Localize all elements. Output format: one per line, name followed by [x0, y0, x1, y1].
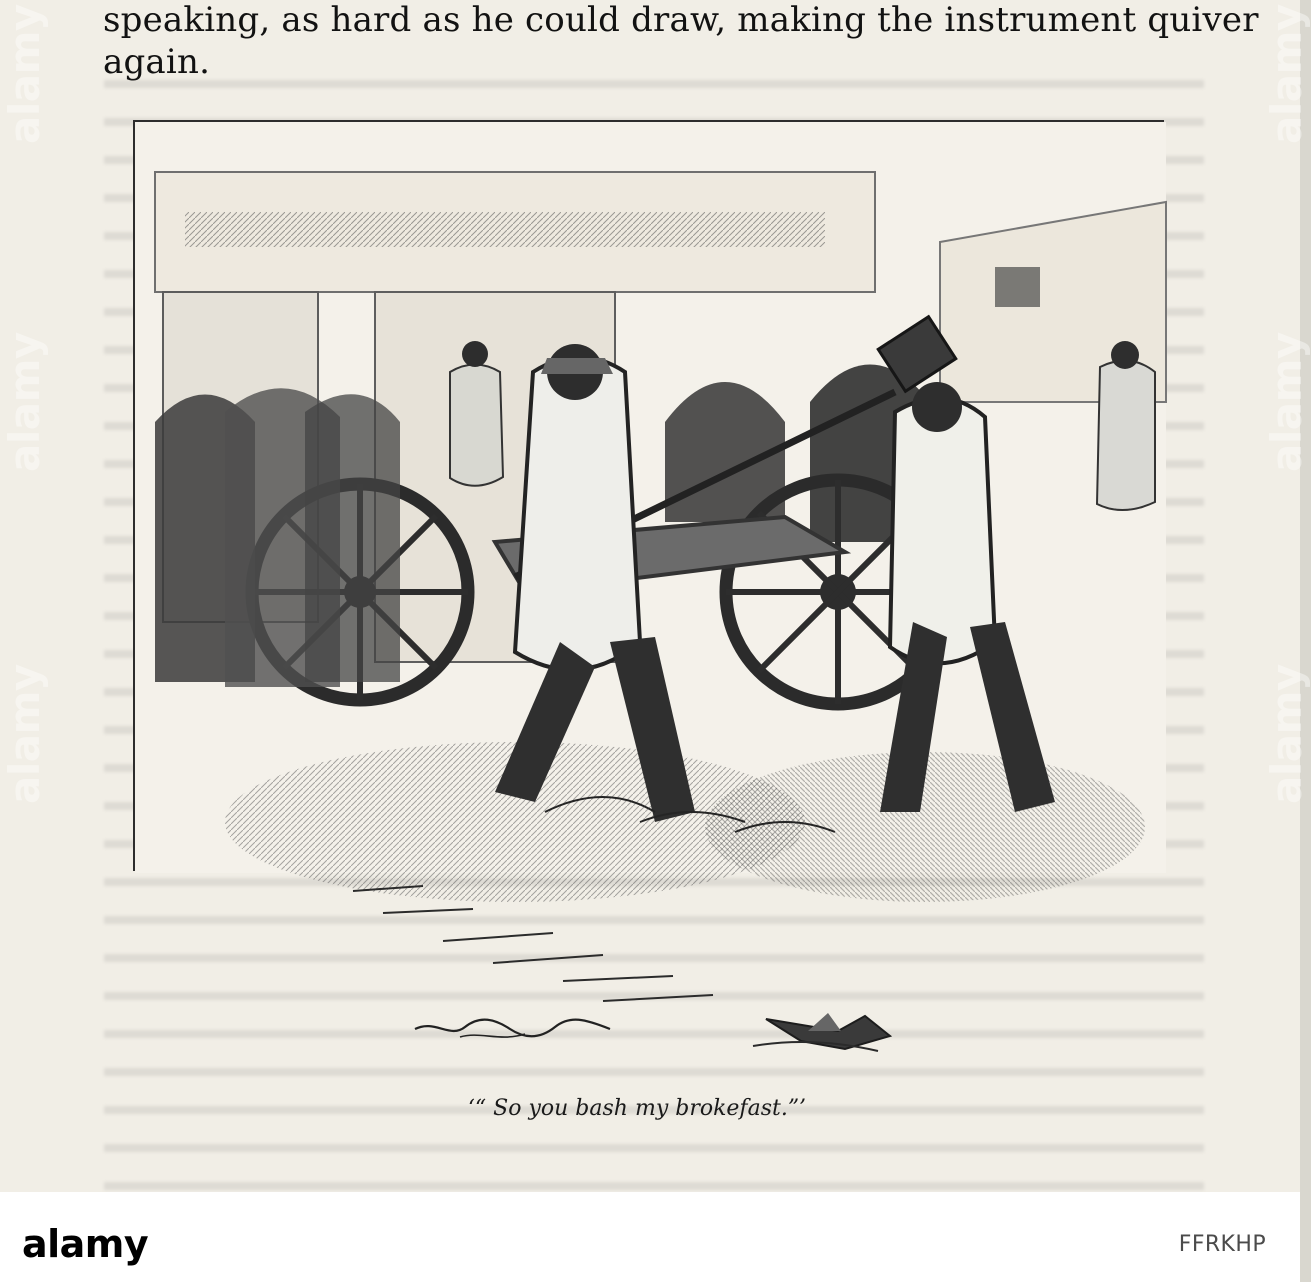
alamy-watermark-logo: alamy: [1262, 664, 1311, 804]
watermark-footer: [0, 1192, 1300, 1282]
illustration: [133, 120, 1164, 1102]
alamy-watermark-logo: alamy: [1262, 4, 1311, 144]
body-text-line-2: again.: [103, 42, 211, 82]
alamy-watermark-logo: alamy: [1262, 332, 1311, 472]
alamy-logo: alamy: [22, 1222, 149, 1266]
alamy-watermark-logo: alamy: [0, 4, 49, 144]
alamy-watermark-logo: alamy: [0, 332, 49, 472]
illustration-caption: ‘“ So you bash my brokefast.”’: [467, 1096, 807, 1121]
alamy-watermark-logo: alamy: [0, 664, 49, 804]
artist-signature: [405, 1009, 625, 1049]
body-text-line-1: speaking, as hard as he could draw, making the instrument quiver: [103, 0, 1259, 40]
ground-and-debris: [133, 871, 1164, 1102]
engraving-frame: [133, 120, 1164, 871]
engraving-illustration: [135, 122, 1166, 873]
image-id: FFRKHP: [1178, 1232, 1266, 1257]
